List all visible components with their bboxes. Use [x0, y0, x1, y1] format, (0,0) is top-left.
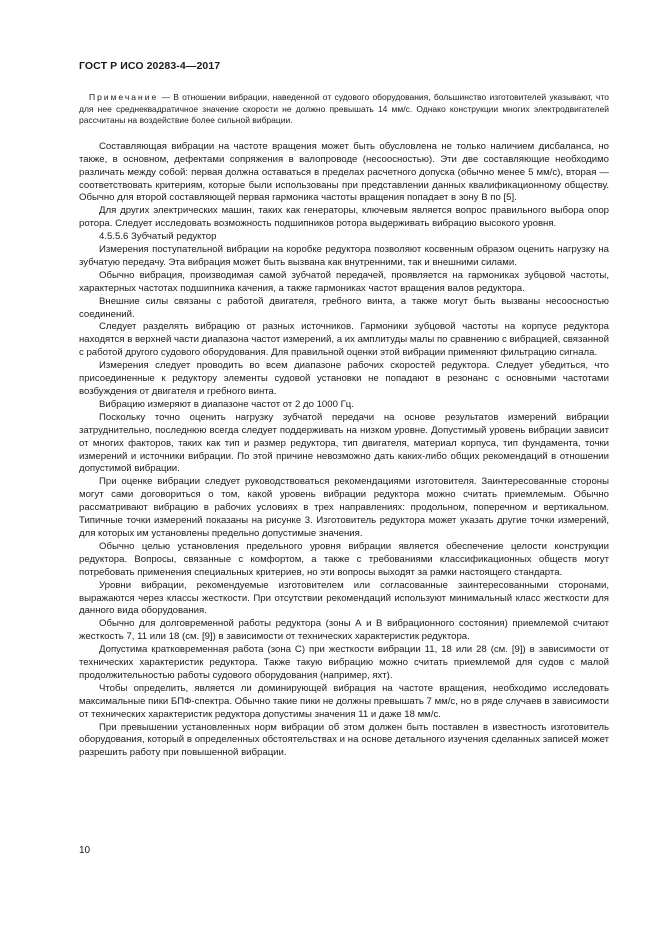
page-number: 10 [79, 845, 91, 856]
paragraph: Обычно вибрация, производимая самой зубчатой передачей, проявляется на гармониках зубцовой частоты, характерных частотах подшипника качения, а также гармониках частот вращения валов редуктора. [79, 269, 609, 294]
note-lead: Примечание [89, 92, 159, 102]
paragraph: При оценке вибрации следует руководствоваться рекомендациями изготовителя. Заинтересованные стороны могут сами договориться о том, какой уровень вибрации редуктора можно считать приемлемым. Обычно рассматривают вибрацию в рабочих условиях в трех направлениях: продольном, поперечном и вертикальном. Типичные точки измерений показаны на рисунке 3. Изготовитель редуктора может указать другие точки измерений, для которых им установлены предельно допустимые значения. [79, 476, 609, 539]
paragraph: Измерения следует проводить во всем диапазоне рабочих скоростей редуктора. Следует убедиться, что присоединенные к редуктору элементы судовой установки не попадают в резонанс с основными частотами возбуждения от двигателя и гребного винта. [79, 360, 609, 397]
paragraph: Поскольку точно оценить нагрузку зубчатой передачи на основе результатов измерений вибрации затруднительно, последнюю всегда следует поддерживать на низком уровне. Допустимый уровень вибрации зависит от многих факторов, таких как тип и размер редуктора, тип двигателя, материал корпуса, тип фундамента, точки измерений и источники вибрации. По этой причине невозможно дать каких-либо общих рекомендаций в отношении допустимой вибрации. [79, 411, 609, 475]
section-subheading: 4.5.5.6 Зубчатый редуктор [99, 231, 217, 243]
paragraph: Обычно для долговременной работы редуктора (зоны А и В вибрационного состояния) приемлемой считают жесткость 7, 11 или 18 (см. [9]) в зависимости от технических характеристик редуктора. [79, 618, 609, 643]
paragraph: Составляющая вибрации на частоте вращения может быть обусловлена не только наличием дисбаланса, но также, в основном, дефектами сопряжения в валопроводе (несоосностью). Эти две составляющие необходимо различать между собой: первая должна оставаться в пределах расчетного допуска (обычно менее 5 мм/с), вторая — соответствовать критериям, которые были использованы при представлении данных квалификационному обществу. Обычно для второй составляющей первая гармоника частоты вращения попадает в зону В по [5]. [79, 140, 609, 204]
paragraph: Измерения поступательной вибрации на коробке редуктора позволяют косвенным образом оценить нагрузку на зубчатую передачу. Эта вибрация может быть вызвана как внутренними, так и внешними силами. [79, 244, 609, 268]
paragraph: Внешние силы связаны с работой двигателя, гребного винта, а также могут быть вызваны несоосностью соединений. [79, 295, 609, 320]
paragraph: Допустима кратковременная работа (зона С) при жесткости вибрации 11, 18 или 28 (см. [9]) в зависимости от технических характеристик редуктора. Также такую вибрацию можно считать приемлемой для судов с малой продолжительностью работы судового оборудования (например, яхт). [79, 644, 609, 681]
note-paragraph [79, 92, 609, 127]
paragraph: Вибрацию измеряют в диапазоне частот от 2 до 1000 Гц. [99, 398, 354, 410]
document-header: ГОСТ Р ИСО 20283-4—2017 [79, 60, 221, 72]
paragraph: Для других электрических машин, таких как генераторы, ключевым является вопрос правильного выбора опор ротора. Следует исследовать возможность подшипников ротора выдерживать вибрацию высокого уровня. [79, 205, 609, 230]
paragraph: Уровни вибрации, рекомендуемые изготовителем или согласованные заинтересованными сторонами, выражаются через классы жесткости. При отсутствии рекомендаций используют минимальный класс жесткости для данного вида оборудования. [79, 579, 609, 617]
page-body [79, 92, 609, 760]
paragraph: Чтобы определить, является ли доминирующей вибрация на частоте вращения, необходимо исследовать максимальные пики БПФ-спектра. Обычно такие пики не должны превышать 7 мм/с, но в ряде случаев в зависимости от технических характеристик редуктора допустимы значения 11 и даже 18 мм/с. [79, 682, 609, 720]
paragraph: Обычно целью установления предельного уровня вибрации является обеспечение целости конструкции редуктора. Вопросы, связанные с комфортом, а также с требованиями классификационных обществ могут потребовать применения специальных критериев, но эти вопросы выходят за рамки настоящего стандарта. [79, 540, 609, 578]
paragraph: При превышении установленных норм вибрации об этом должен быть поставлен в известность изготовитель оборудования, который в определенных обстоятельствах и на основе детального изучения сделанных записей может разрешить работу при повышенной вибрации. [79, 721, 609, 759]
note-text: — В отношении вибрации, наведенной от судового оборудования, большинство изготовителей указывают, что для нее среднеквадратичное значение скорости не должно превышать 14 мм/с. Однако конструкции многих электродвигателей рассчитаны на воздействие более сильной вибрации. [79, 92, 609, 126]
paragraph: Следует разделять вибрацию от разных источников. Гармоники зубцовой частоты на корпусе редуктора находятся в верхней части диапазона частот измерений, а их амплитуды малы по сравнению с вибрацией, связанной с работой другого судового оборудования. Для правильной оценки этой вибрации применяют фильтрацию сигнала. [79, 321, 609, 359]
